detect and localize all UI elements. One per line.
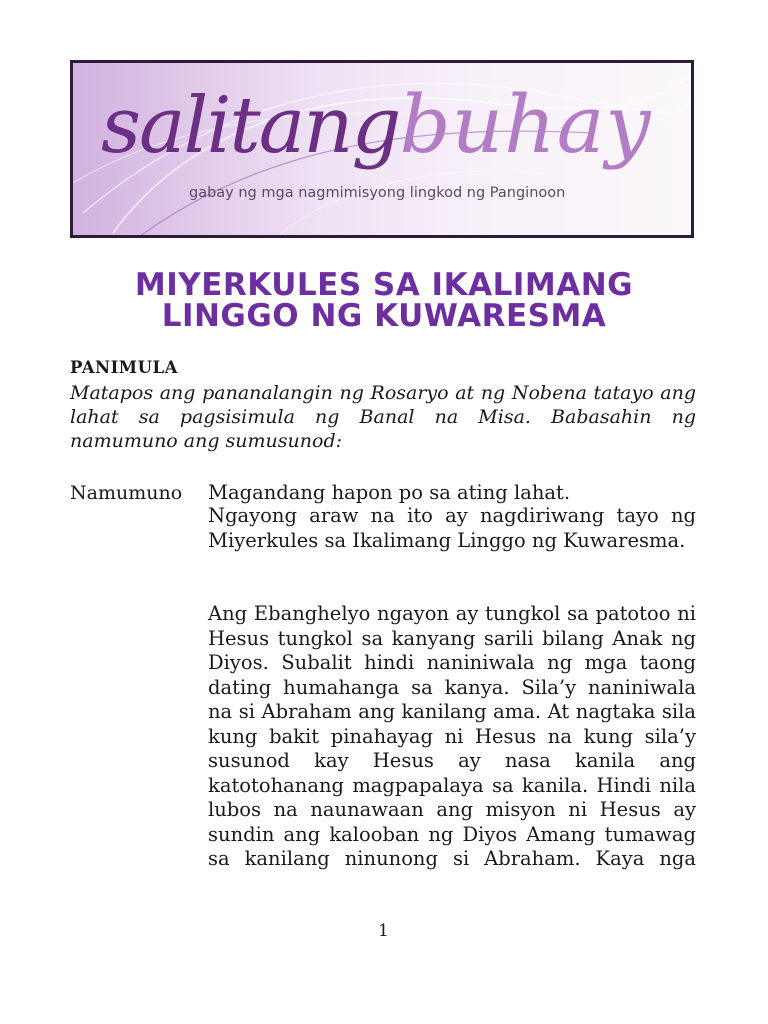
greeting-line [208,481,696,506]
speaker-label: Namumuno [70,482,183,504]
greeting-text: Magandang hapon po sa ating lahat. [208,481,571,504]
paragraph-1-text: Ngayong araw na ito ay nagdiriwang tayo ng Miyerkules sa Ikalimang Linggo ng Kuwaresma. [208,504,696,552]
page-title-line-1: MIYERKULES SA IKALIMANG [134,267,634,303]
page-number: 1 [378,921,389,941]
page-title-line-2: LINGGO NG KUWARESMA [161,298,607,334]
section-intro: Matapos ang pananalangin ng Rosaryo at ng Nobena tatayo ang lahat sa pagsisimula ng Banal na Misa. Babasahin ng namumuno ang sumusunod: [70,382,696,452]
header-banner [70,60,694,238]
brand-logo [101,78,652,171]
paragraph-2-text: Ang Ebanghelyo ngayon ay tungkol sa patotoo ni Hesus tungkol sa kanyang sarili bilang Anak ng Diyos. Subalit hindi naniniwala ng mga taong dating humahanga sa kanya. Sila’y naniniwala na si Abraham ang kanilang ama. At nagtaka sila kung bakit pinahayag ni Hesus na kung sila’y susunod kay Hesus ay nasa kanila ang katotohanang magpapalaya sa kanila. Hindi nila lubos na naunawaan ang misyon ni Hesus ay sundin ang kalooban ng Diyos Amang tumawag sa kanilang ninunong si Abraham. Kaya nga [208,602,696,870]
paragraph-1 [208,504,696,553]
brand-word-buhay: buhay [399,78,652,171]
section-heading: PANIMULA [70,358,178,377]
paragraph-2 [208,602,696,872]
brand-word-salitang: salitang [101,81,400,171]
brand-tagline: gabay ng mga nagmimisyong lingkod ng Panginoon [189,185,566,201]
